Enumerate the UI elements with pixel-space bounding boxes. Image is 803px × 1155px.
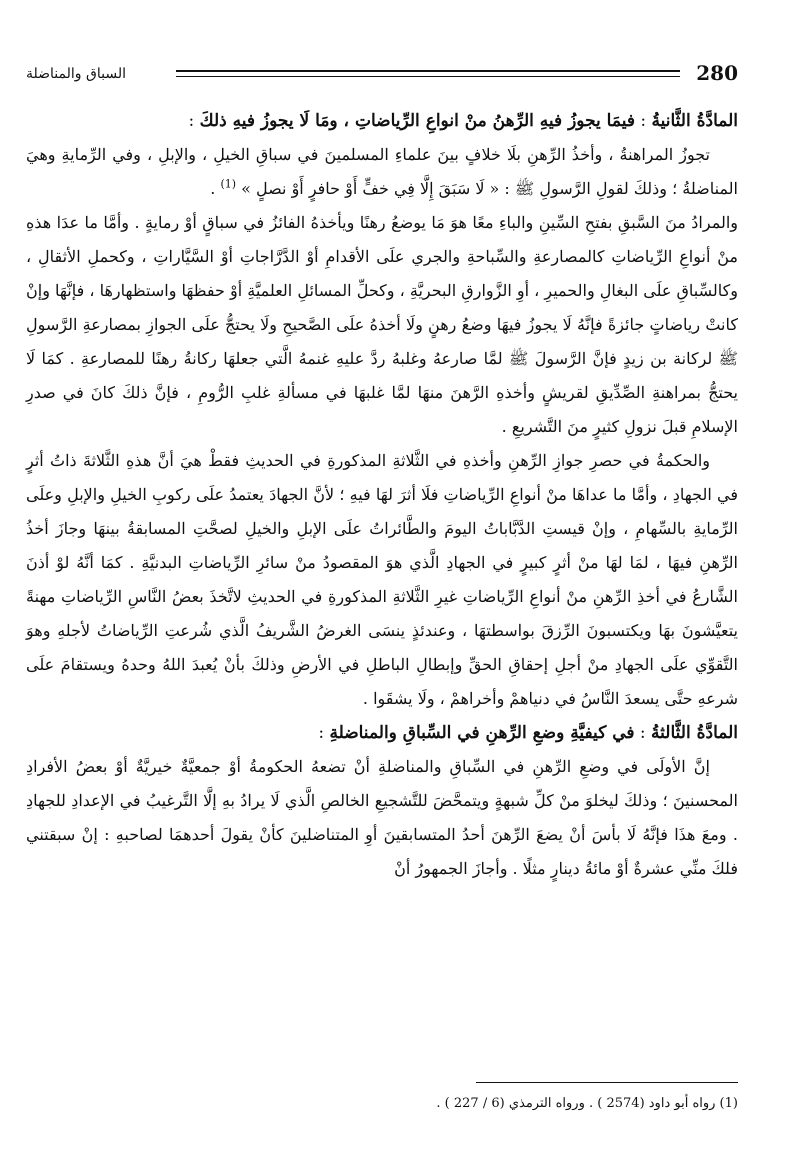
section-3-heading-end: : (318, 723, 330, 743)
section-2-paragraph-1-text: تجوزُ المراهنةُ ، وأخذُ الرِّهنِ بلَا خلافٍ بينَ علماءِ المسلمينَ في سباقِ الخيلِ ، والإبلِ ، وفي الرِّمايةِ وهيَ المناضلةُ ؛ وذلكَ لقولِ الرَّسولِ ﷺ : « لَا سَبَقَ إِلَّا فِي خفٍّ أَوْ حافرٍ أَوْ نصلٍ » (26, 145, 738, 198)
main-text (26, 104, 738, 886)
section-2-paragraph-1 (26, 138, 738, 206)
section-2-heading-separator: : (634, 111, 652, 131)
section-2-paragraph-1-end: . (210, 179, 221, 198)
running-title: السباق والمناضلة (26, 66, 126, 82)
section-2-heading (26, 104, 738, 138)
section-2-heading-lead: المادَّةُ الثَّانيةُ (651, 111, 738, 131)
section-3-heading-lead: المادَّةُ الثَّالثةُ (651, 723, 738, 743)
section-2-heading-text: فيمَا يجوزُ فيهِ الرِّهنُ منْ انواعِ الرِّياضاتِ ، ومَا لَا يجوزُ فيهِ ذلكَ (199, 111, 635, 131)
section-2-paragraph-3: والحكمةُ في حصرِ جوازِ الرِّهنِ وأخذهِ في الثَّلاثةِ المذكورةِ في الحديثِ فقطْ هيَ أنَّ هذهِ الثَّلاثةَ ذاتُ أثرٍ في الجهادِ ، وأمَّا ما عداهَا منْ أنواعِ الرِّياضاتِ فلَا أثرَ لهَا فيهِ ؛ لأنَّ الجهادَ يعتمدُ علَى ركوبِ الخيلِ والإبلِ وعلَى الرِّمايةِ بالسِّهامِ ، وإنْ قيستِ الدَّبَّاباتُ اليومَ والطَّائراتُ علَى الإبلِ والخيلِ لصحَّتِ المسابقةُ بينهَا وجازَ أخذُ الرِّهنِ فيهَا ، لمَا لهَا منْ أثرٍ كبيرٍ في الجهادِ الَّذي هوَ المقصودُ منْ سائرِ الرِّياضاتِ البدنيَّةِ . كمَا أنَّهُ لوْ أذنَ الشَّارعُ في أخذِ الرِّهنِ منْ أنواعِ الرِّياضاتِ غيرِ الثَّلاثةِ المذكورةِ في الحديثِ لاتَّخذَ بعضُ النَّاسِ الرِّياضاتِ مهنةً يتعيَّشونَ بهَا ويكتسبونَ الرِّزقَ بواسطتهَا ، وعندئذٍ ينسَى الغرضُ الشَّريفُ الَّذي شُرعتِ الرِّياضاتُ لأجلهِ وهوَ التَّقوِّي علَى الجهادِ منْ أجلِ إحقاقِ الحقِّ وإبطالِ الباطلِ في الأرضِ وذلكَ بأنْ يُعبدَ اللهُ وحدهُ ويستقامَ علَى شرعهِ حتَّى يسعدَ النَّاسُ في دنياهمْ وأخراهمْ ، ولَا يشقَوا . (26, 451, 739, 708)
section-3-heading-separator: : (634, 723, 652, 743)
footnote-rule (476, 1082, 738, 1083)
section-3-heading (26, 716, 738, 750)
section-2-heading-end: : (188, 111, 200, 131)
running-header (26, 60, 738, 90)
section-3-paragraph-1: إنَّ الأولَى في وضعِ الرِّهنِ في السِّباقِ والمناضلةِ أنْ تضعهُ الحكومةُ أوْ جمعيَّةٌ خيريَّةٌ أوْ بعضُ الأفرادِ المحسنينَ ؛ وذلكَ ليخلوَ منْ كلِّ شبهةٍ ويتمحَّضَ للتَّشجيعِ الخالصِ الَّذي لَا يرادُ بهِ إلَّا التَّرغيبُ في الإعدادِ للجهادِ . ومعَ هذَا فإنَّهُ لَا بأسَ أنْ يضعَ الرِّهنَ أحدُ المتسابقينَ أوِ المتناضلينَ كأنْ يقولَ أحدهمَا لصاحبهِ : إنْ سبقتني فلكَ منِّي عشرةٌ أوْ مائةُ دينارٍ مثلًا . وأجازَ الجمهورُ أنْ (26, 757, 738, 878)
header-rule (176, 70, 680, 77)
page-number: 280 (696, 61, 738, 85)
section-2-paragraph-2: والمرادُ منَ السَّبقِ بفتحِ السِّينِ والباءِ معًا هوَ مَا يوضعُ رهنًا ويأخذهُ الفائزُ في سباقٍ أوْ رمايةٍ . وأمَّا ما عدَا هذهِ منْ أنواعِ الرِّياضاتِ كالمصارعةِ والسِّباحةِ والجري علَى الأقدامِ أوْ الدَّرَّاجاتِ أوْ السَّيَّاراتِ ، وكحملِ الأثقالِ ، وكالسِّباقِ علَى البغالِ والحميرِ ، أوِ الزَّوارقِ البحريَّةِ ، وكحلِّ المسائلِ العلميَّةِ أوْ حفظهَا واستظهارهَا ، فإنَّهَا وإنْ كانتْ رياضاتٍ جائزةً فإنَّهُ لَا يجوزُ فيهَا وضعُ رهنٍ ولَا أخذهُ علَى الصَّحيحِ ولَا يحتجُّ علَى الجوازِ بمصارعةِ الرَّسولِ ﷺ لركانة بن زيدٍ فإنَّ الرَّسولَ ﷺ لمَّا صارعهُ وغلبهُ ردَّ عليهِ غنمهُ الَّتي جعلهَا ركانةُ رهنًا للمصارعةِ . كمَا لَا يحتجُّ بمراهنةِ الصِّدِّيقِ لقريشٍ وأخذهِ الرَّهنَ منهَا لمَّا غلبهَا في مسألةِ غلبِ الرُّومِ ، فإنَّ ذلكَ كانَ في صدرِ الإسلامِ قبلَ نزولِ كثيرٍ منَ التَّشريعِ . (26, 213, 739, 436)
footnote-reference: (1) (220, 177, 237, 191)
section-3-heading-text: في كيفيَّةِ وضعِ الرِّهنِ في السِّباقِ والمناضلةِ (329, 723, 635, 743)
footnote: (1) رواه أبو داود (2574 ) . ورواه الترمذي (6 / 227 ) . (436, 1096, 738, 1111)
